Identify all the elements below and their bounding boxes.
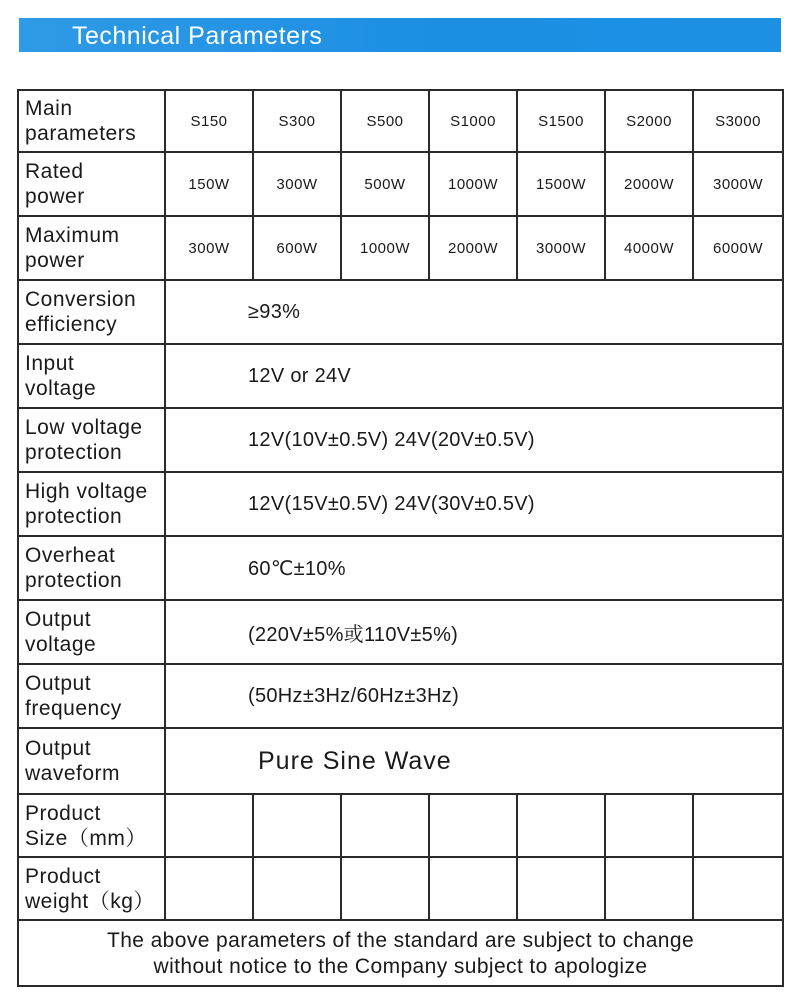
empty-cell [429, 857, 517, 920]
row-label-conversion-efficiency: Conversion efficiency [18, 280, 165, 344]
empty-cell [253, 857, 341, 920]
empty-cell [341, 857, 429, 920]
table-row [18, 408, 783, 472]
row-label-overheat-protection: Overheat protection [18, 536, 165, 600]
table-cell: 1000W [429, 152, 517, 216]
output-frequency-value: (50Hz±3Hz/60Hz±3Hz) [165, 664, 783, 728]
column-header: S300 [253, 90, 341, 152]
table-cell: 3000W [693, 152, 783, 216]
table-cell: 2000W [429, 216, 517, 280]
empty-cell [429, 794, 517, 857]
row-label-input-voltage: Input voltage [18, 344, 165, 408]
table-row [18, 664, 783, 728]
row-label-maximum-power: Maximum power [18, 216, 165, 280]
empty-cell [693, 857, 783, 920]
table-cell: 600W [253, 216, 341, 280]
column-header: S500 [341, 90, 429, 152]
table-cell: 500W [341, 152, 429, 216]
page-title: Technical Parameters [72, 22, 323, 50]
table-row [18, 280, 783, 344]
row-label-product-weight: Product weight（kg） [18, 857, 165, 920]
row-label-high-voltage-protection: High voltage protection [18, 472, 165, 536]
row-label-output-frequency: Output frequency [18, 664, 165, 728]
empty-cell [517, 857, 605, 920]
empty-cell [165, 794, 253, 857]
table-cell: 6000W [693, 216, 783, 280]
column-header: S2000 [605, 90, 693, 152]
empty-cell [605, 794, 693, 857]
table-row [18, 472, 783, 536]
table-row [18, 90, 783, 152]
disclaimer-line: without notice to the Company subject to apologize [153, 955, 648, 978]
empty-cell [341, 794, 429, 857]
table-row [18, 216, 783, 280]
row-label-output-voltage: Output voltage [18, 600, 165, 664]
table-row [18, 152, 783, 216]
table-cell: 2000W [605, 152, 693, 216]
input-voltage-value: 12V or 24V [165, 344, 783, 408]
table-row [18, 794, 783, 857]
table-row [18, 920, 783, 986]
empty-cell [253, 794, 341, 857]
disclaimer-note [18, 920, 783, 986]
table-cell: 300W [253, 152, 341, 216]
column-header: S1000 [429, 90, 517, 152]
empty-cell [693, 794, 783, 857]
table-cell: 4000W [605, 216, 693, 280]
low-voltage-protection-value: 12V(10V±0.5V) 24V(20V±0.5V) [165, 408, 783, 472]
table-cell: 3000W [517, 216, 605, 280]
table-row [18, 344, 783, 408]
empty-cell [165, 857, 253, 920]
technical-parameters-table [17, 89, 784, 987]
high-voltage-protection-value: 12V(15V±0.5V) 24V(30V±0.5V) [165, 472, 783, 536]
empty-cell [517, 794, 605, 857]
column-header: S1500 [517, 90, 605, 152]
table-cell: 1000W [341, 216, 429, 280]
table-cell: 300W [165, 216, 253, 280]
column-header: S150 [165, 90, 253, 152]
table-row [18, 728, 783, 794]
disclaimer-line: The above parameters of the standard are subject to change [106, 929, 695, 952]
row-label-output-waveform: Output waveform [18, 728, 165, 794]
empty-cell [605, 857, 693, 920]
output-voltage-value: (220V±5%或110V±5%) [165, 600, 783, 664]
row-label-main-parameters: Main parameters [18, 90, 165, 152]
overheat-protection-value: 60℃±10% [165, 536, 783, 600]
table-cell: 150W [165, 152, 253, 216]
column-header: S3000 [693, 90, 783, 152]
output-waveform-value: Pure Sine Wave [165, 728, 783, 794]
table-row [18, 600, 783, 664]
conversion-efficiency-value: ≥93% [165, 280, 783, 344]
table-row [18, 857, 783, 920]
row-label-rated-power: Rated power [18, 152, 165, 216]
row-label-product-size: Product Size（mm） [18, 794, 165, 857]
table-cell: 1500W [517, 152, 605, 216]
row-label-low-voltage-protection: Low voltage protection [18, 408, 165, 472]
table-row [18, 536, 783, 600]
